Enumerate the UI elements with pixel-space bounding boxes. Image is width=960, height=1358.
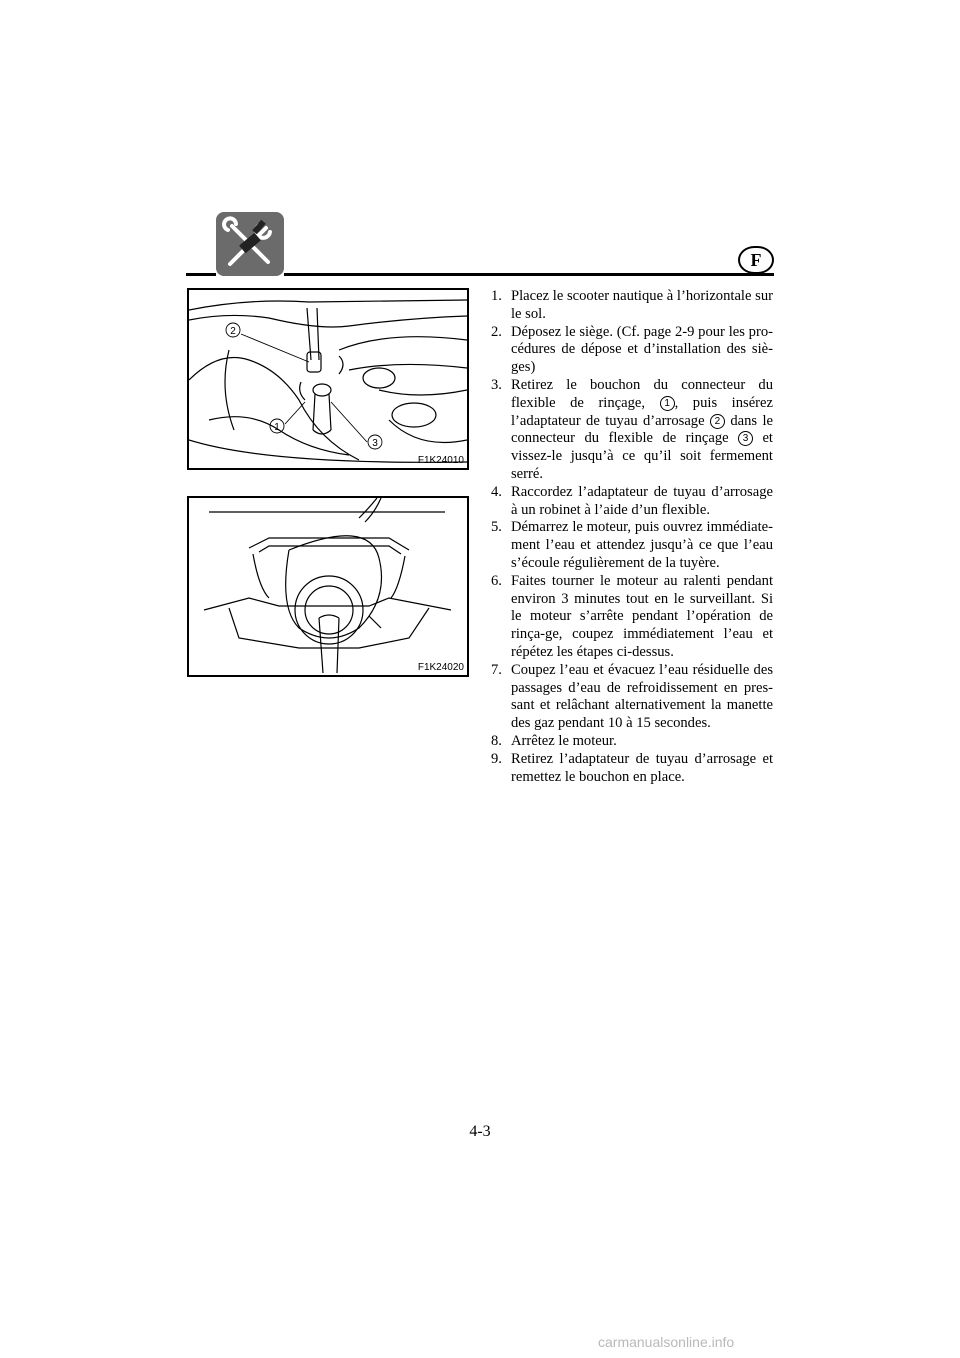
- callout-3: 3: [372, 438, 378, 449]
- callout-1: 1: [274, 422, 280, 433]
- list-item: 1. Placez le scooter nautique à l’horizontale sur le sol.: [491, 288, 773, 322]
- language-badge: F: [738, 246, 774, 274]
- figure-code: F1K24010: [417, 455, 464, 466]
- callout-2: 2: [230, 326, 236, 337]
- watermark: carmanualsonline.info: [598, 1334, 735, 1350]
- list-item: 2. Déposez le siège. (Cf. page 2-9 pour les pro-cédures de dépose et d’installation des siè-ges): [491, 323, 773, 376]
- tools-icon: [216, 212, 284, 276]
- list-item: 9. Retirez l’adaptateur de tuyau d’arrosage et remettez le bouchon en place.: [491, 750, 773, 785]
- list-item: 8. Arrêtez le moteur.: [491, 732, 617, 749]
- list-item: 3. Retirez le bouchon du connecteur du flexible de rinçage, 1 , puis insérez l’adaptateur de tuyau d’arrosage 2 dans le connecteur du flexible de rinçage 3 et vissez-le jusqu’à ce qu’il soit fermement serré.: [491, 376, 773, 482]
- callout-ref-3: 3: [738, 431, 753, 446]
- callout-ref-1: 1: [660, 396, 675, 411]
- figure-nozzle-hose: [187, 496, 469, 677]
- callout-ref-2: 2: [710, 414, 725, 429]
- header-rule-right: [284, 273, 774, 276]
- page-number: 4-3: [469, 1123, 491, 1140]
- header-rule-left: [186, 273, 216, 276]
- list-item: 7. Coupez l’eau et évacuez l’eau résiduelle des passages d’eau de refroidissement en pres-sant et relâchant alternativement la manette des gaz pendant 10 à 15 secondes.: [491, 661, 773, 732]
- list-item: 6. Faites tourner le moteur au ralenti pendant environ 3 minutes tout en le surveillant. Si le moteur s’arrête pendant l’opération de rinça-ge, coupez immédiatement l’eau et répétez les étapes ci-dessus.: [491, 572, 773, 660]
- list-item: 4. Raccordez l’adaptateur de tuyau d’arrosage à un robinet à l’aide d’un flexible.: [491, 483, 773, 518]
- list-item: 5. Démarrez le moteur, puis ouvrez immédiate-ment l’eau et attendez jusqu’à ce que l’eau s’écoule régulièrement de la tuyère.: [491, 519, 773, 571]
- figure-flush-hose-connector: [187, 288, 469, 470]
- figure-code: F1K24020: [417, 662, 464, 673]
- procedure-steps: [491, 288, 773, 786]
